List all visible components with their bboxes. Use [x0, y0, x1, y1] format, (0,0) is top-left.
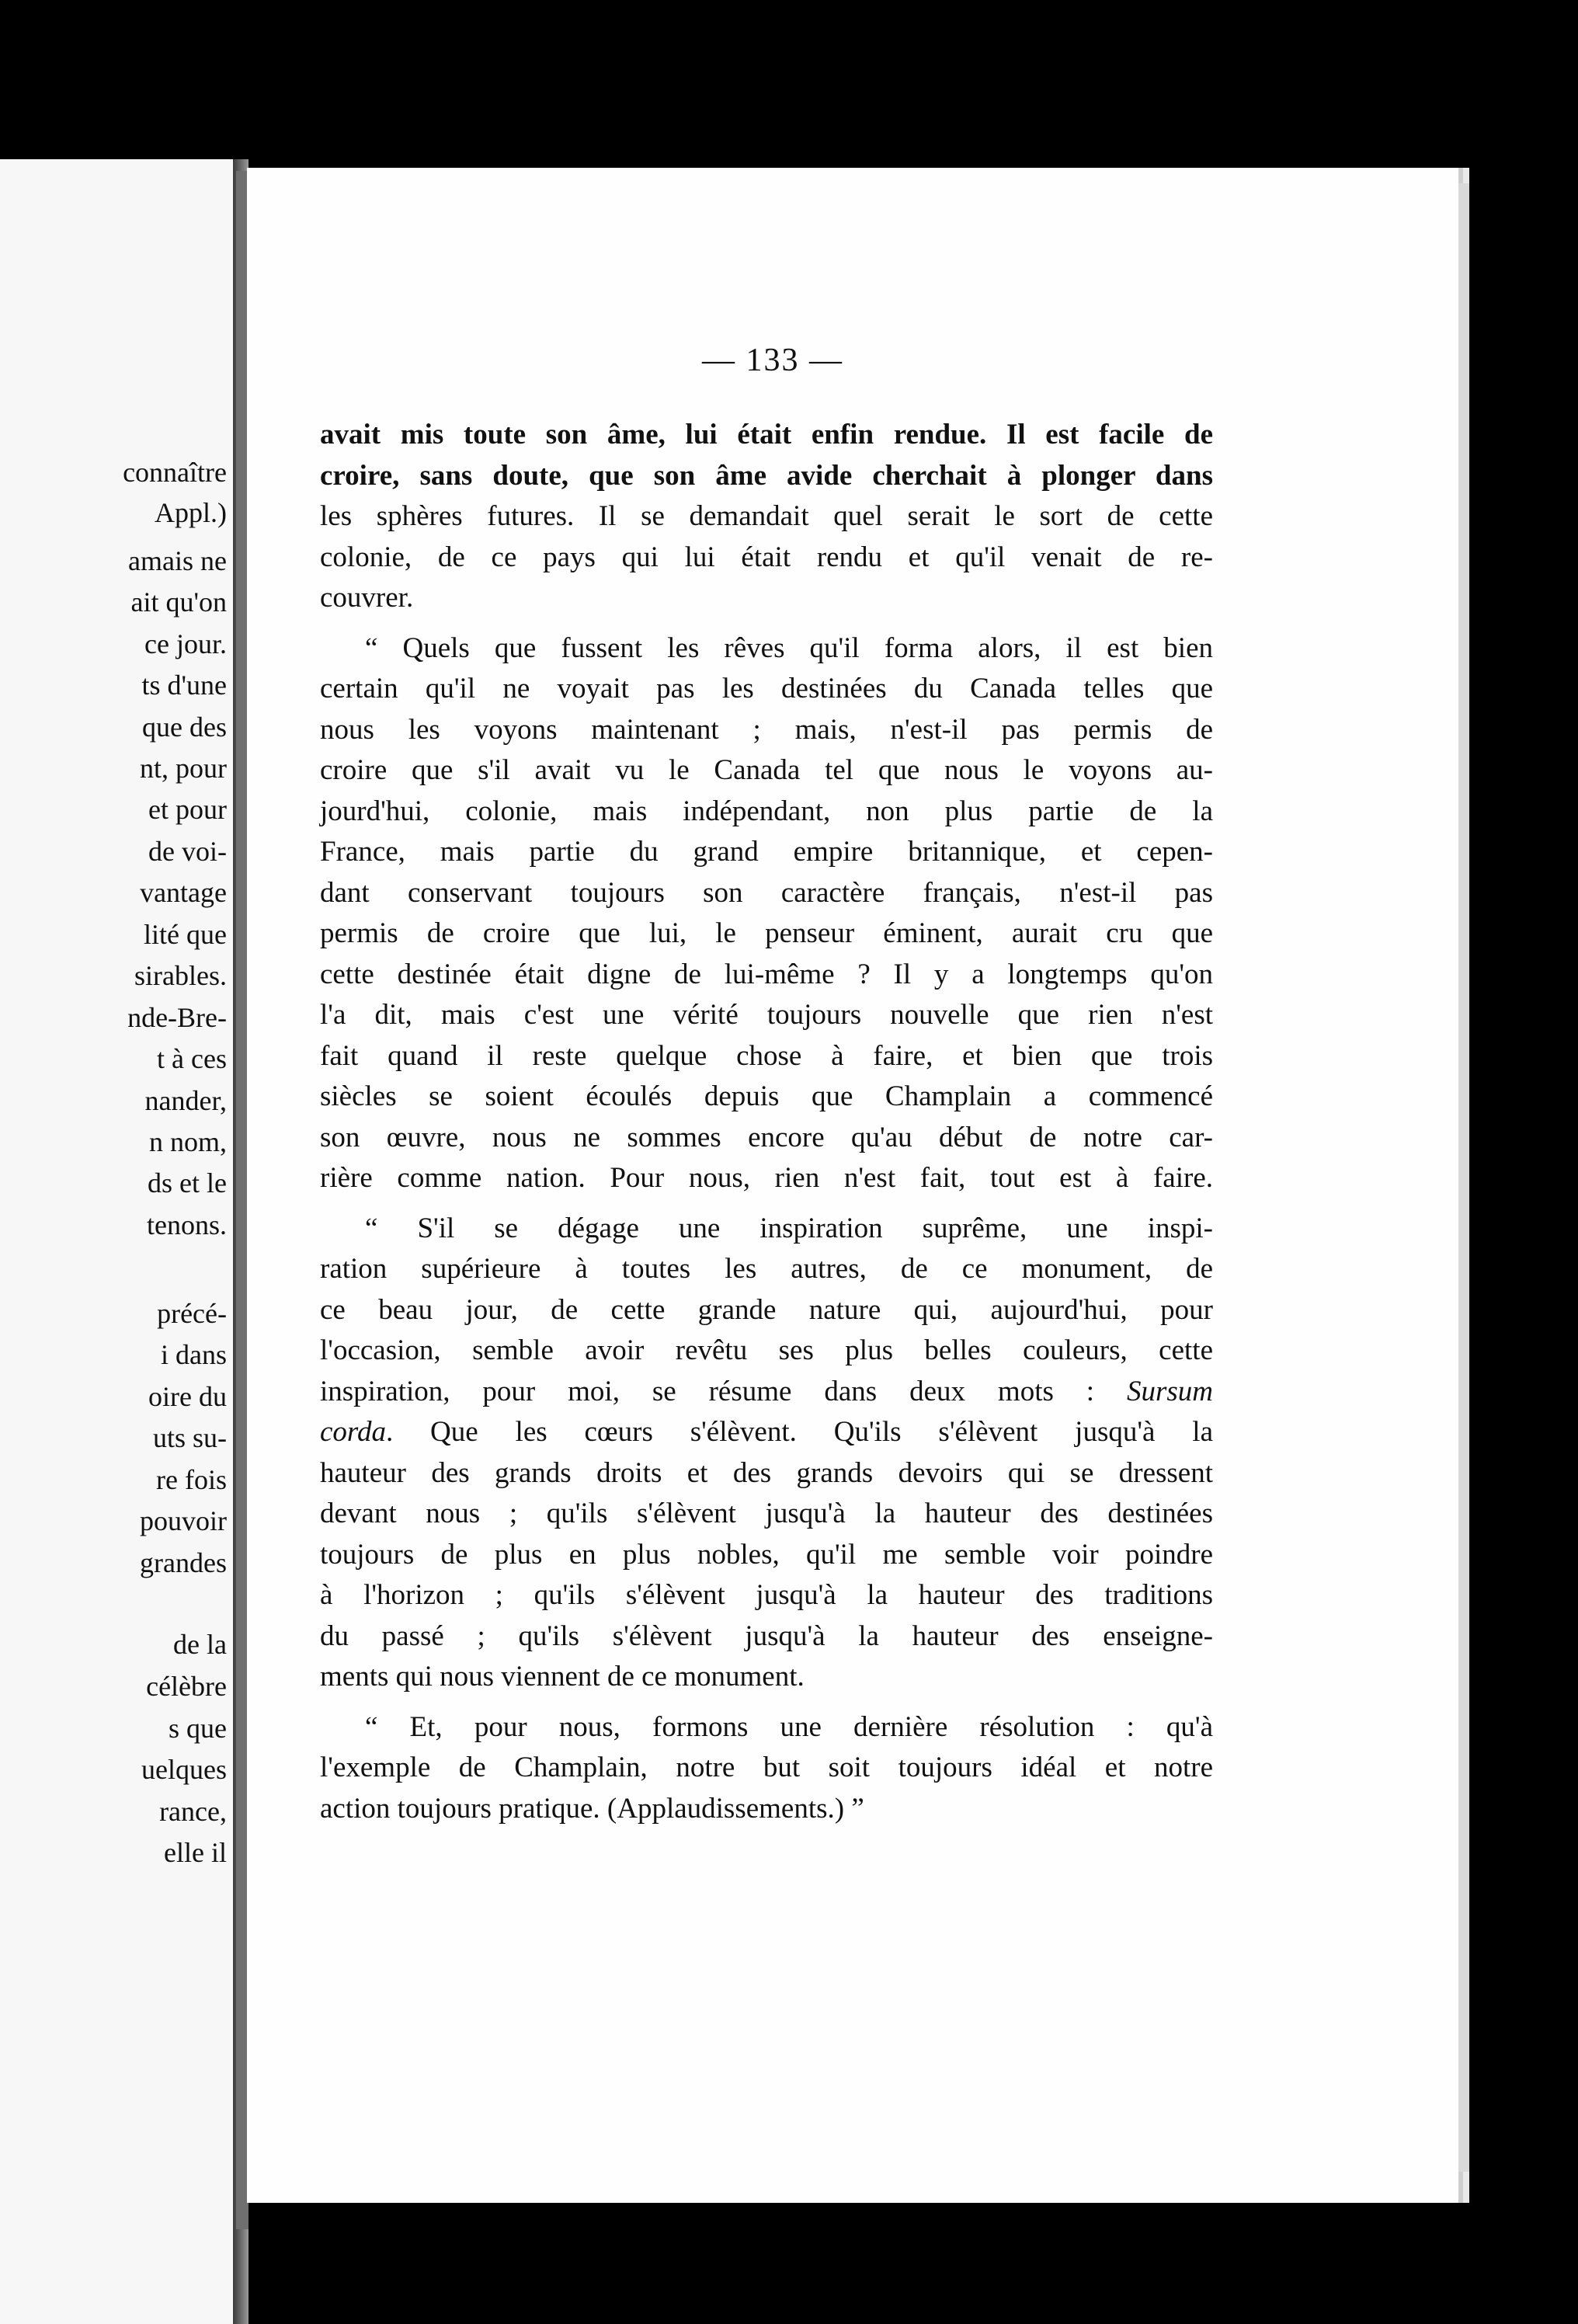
left-line: précé- [157, 1298, 227, 1329]
text-line: France, mais partie du grand empire britannique, et cepen- [320, 836, 1213, 868]
left-line: lité que [144, 919, 227, 950]
left-line: et pour [148, 794, 227, 825]
text-line: l'occasion, semble avoir revêtu ses plus belles couleurs, cette [320, 1334, 1213, 1366]
text-line: croire que s'il avait vu le Canada tel que nous le voyons au- [320, 754, 1213, 786]
left-line: vantage [140, 877, 227, 908]
left-line: oire du [148, 1381, 227, 1412]
left-line: célèbre [146, 1671, 227, 1702]
text-line: “ Et, pour nous, formons une dernière résolution : qu'à [365, 1710, 1213, 1743]
text-line: fait quand il reste quelque chose à faire, et bien que trois [320, 1039, 1213, 1072]
paragraph-3 [320, 1209, 1213, 1698]
text-line: siècles se soient écoulés depuis que Champlain a commencé [320, 1080, 1213, 1112]
left-line: sirables. [134, 960, 227, 991]
paragraph-2 [320, 628, 1213, 1199]
left-line: n nom, [148, 1126, 227, 1157]
body-text [320, 415, 1213, 1829]
left-line: ait qu'on [130, 586, 227, 618]
italic-word: Sursum [1126, 1375, 1214, 1407]
text-line: rière comme nation. Pour nous, rien n'est fait, tout est à faire. [320, 1162, 1213, 1194]
left-line: pouvoir [140, 1505, 227, 1536]
text-line: son œuvre, nous ne sommes encore qu'au début de notre car- [320, 1121, 1213, 1153]
text-line: hauteur des grands droits et des grands devoirs qui se dressent [320, 1456, 1213, 1489]
text-line-part: inspiration, pour moi, se résume dans deux mots : [320, 1375, 1095, 1407]
text-line: “ Quels que fussent les rêves qu'il forma alors, il est bien [365, 631, 1213, 664]
text-line: dant conservant toujours son caractère français, n'est-il pas [320, 876, 1213, 909]
left-line: que des [142, 711, 227, 743]
paragraph-1 [320, 415, 1213, 619]
left-line: elle il [164, 1837, 227, 1868]
left-line: ce jour. [144, 628, 227, 659]
text-line: du passé ; qu'ils s'élèvent jusqu'à la hauteur des enseigne- [320, 1619, 1213, 1652]
left-line: s que [169, 1713, 227, 1744]
text-line: colonie, de ce pays qui lui était rendu et qu'il venait de re- [320, 541, 1213, 573]
left-line: t à ces [157, 1043, 227, 1074]
left-line: de voi- [148, 836, 227, 867]
text-line: ments qui nous viennent de ce monument. [320, 1661, 805, 1693]
left-line: grandes [140, 1547, 227, 1578]
left-line: rance, [159, 1796, 227, 1827]
left-line: amais ne [128, 545, 227, 576]
left-line: tenons. [147, 1209, 227, 1240]
left-line: connaître [123, 457, 227, 488]
text-line: ce beau jour, de cette grande nature qui, aujourd'hui, pour [320, 1293, 1213, 1326]
text-line: devant nous ; qu'ils s'élèvent jusqu'à la hauteur des destinées [320, 1498, 1213, 1529]
text-line: nous les voyons maintenant ; mais, n'est-il pas permis de [320, 713, 1213, 746]
text-line [320, 1412, 1213, 1453]
text-line: jourd'hui, colonie, mais indépendant, non plus partie de la [320, 795, 1213, 827]
text-line: permis de croire que lui, le penseur éminent, aurait cru que [320, 917, 1213, 949]
left-line: ts d'une [141, 670, 227, 701]
text-line: les sphères futures. Il se demandait quel serait le sort de cette [320, 500, 1213, 532]
left-line: Appl.) [155, 497, 227, 528]
left-line: de la [173, 1629, 227, 1660]
left-line: uts su- [152, 1422, 227, 1453]
left-line: nde-Bre- [127, 1002, 227, 1033]
text-line: cette destinée était digne de lui-même ? Il y a longtemps qu'on [320, 958, 1213, 990]
text-line: à l'horizon ; qu'ils s'élèvent jusqu'à la hauteur des traditions [320, 1579, 1213, 1611]
text-line: toujours de plus en plus nobles, qu'il me semble voir poindre [320, 1538, 1213, 1571]
left-line: re fois [156, 1464, 227, 1495]
text-line: ration supérieure à toutes les autres, de ce monument, de [320, 1253, 1213, 1285]
text-line: couvrer. [320, 582, 414, 614]
left-line: nander, [144, 1085, 227, 1116]
text-line [320, 1372, 1213, 1413]
italic-word: corda [320, 1416, 386, 1448]
left-line: uelques [141, 1754, 227, 1785]
left-line: nt, pour [140, 753, 227, 784]
left-line: i dans [161, 1339, 227, 1370]
page-edge [1458, 183, 1469, 2172]
text-line: certain qu'il ne voyait pas les destinées du Canada telles que [320, 673, 1213, 705]
left-line: ds et le [148, 1167, 227, 1199]
text-line: action toujours pratique. (Applaudissements.) ” [320, 1792, 864, 1825]
text-line: l'exemple de Champlain, notre but soit toujours idéal et notre [320, 1752, 1213, 1783]
left-page [0, 159, 233, 2324]
text-line: “ S'il se dégage une inspiration suprême, une inspi- [365, 1212, 1213, 1244]
paragraph-4 [320, 1707, 1213, 1830]
page-number: — 133 — [702, 343, 843, 378]
text-line: l'a dit, mais c'est une vérité toujours nouvelle que rien n'est [320, 999, 1213, 1031]
text-line-part: . Que les cœurs s'élèvent. Qu'ils s'élèvent jusqu'à la [385, 1416, 1213, 1448]
text-line: croire, sans doute, que son âme avide cherchait à plonger dans [320, 459, 1213, 492]
text-line: avait mis toute son âme, lui était enfin rendue. Il est facile de [320, 419, 1213, 451]
